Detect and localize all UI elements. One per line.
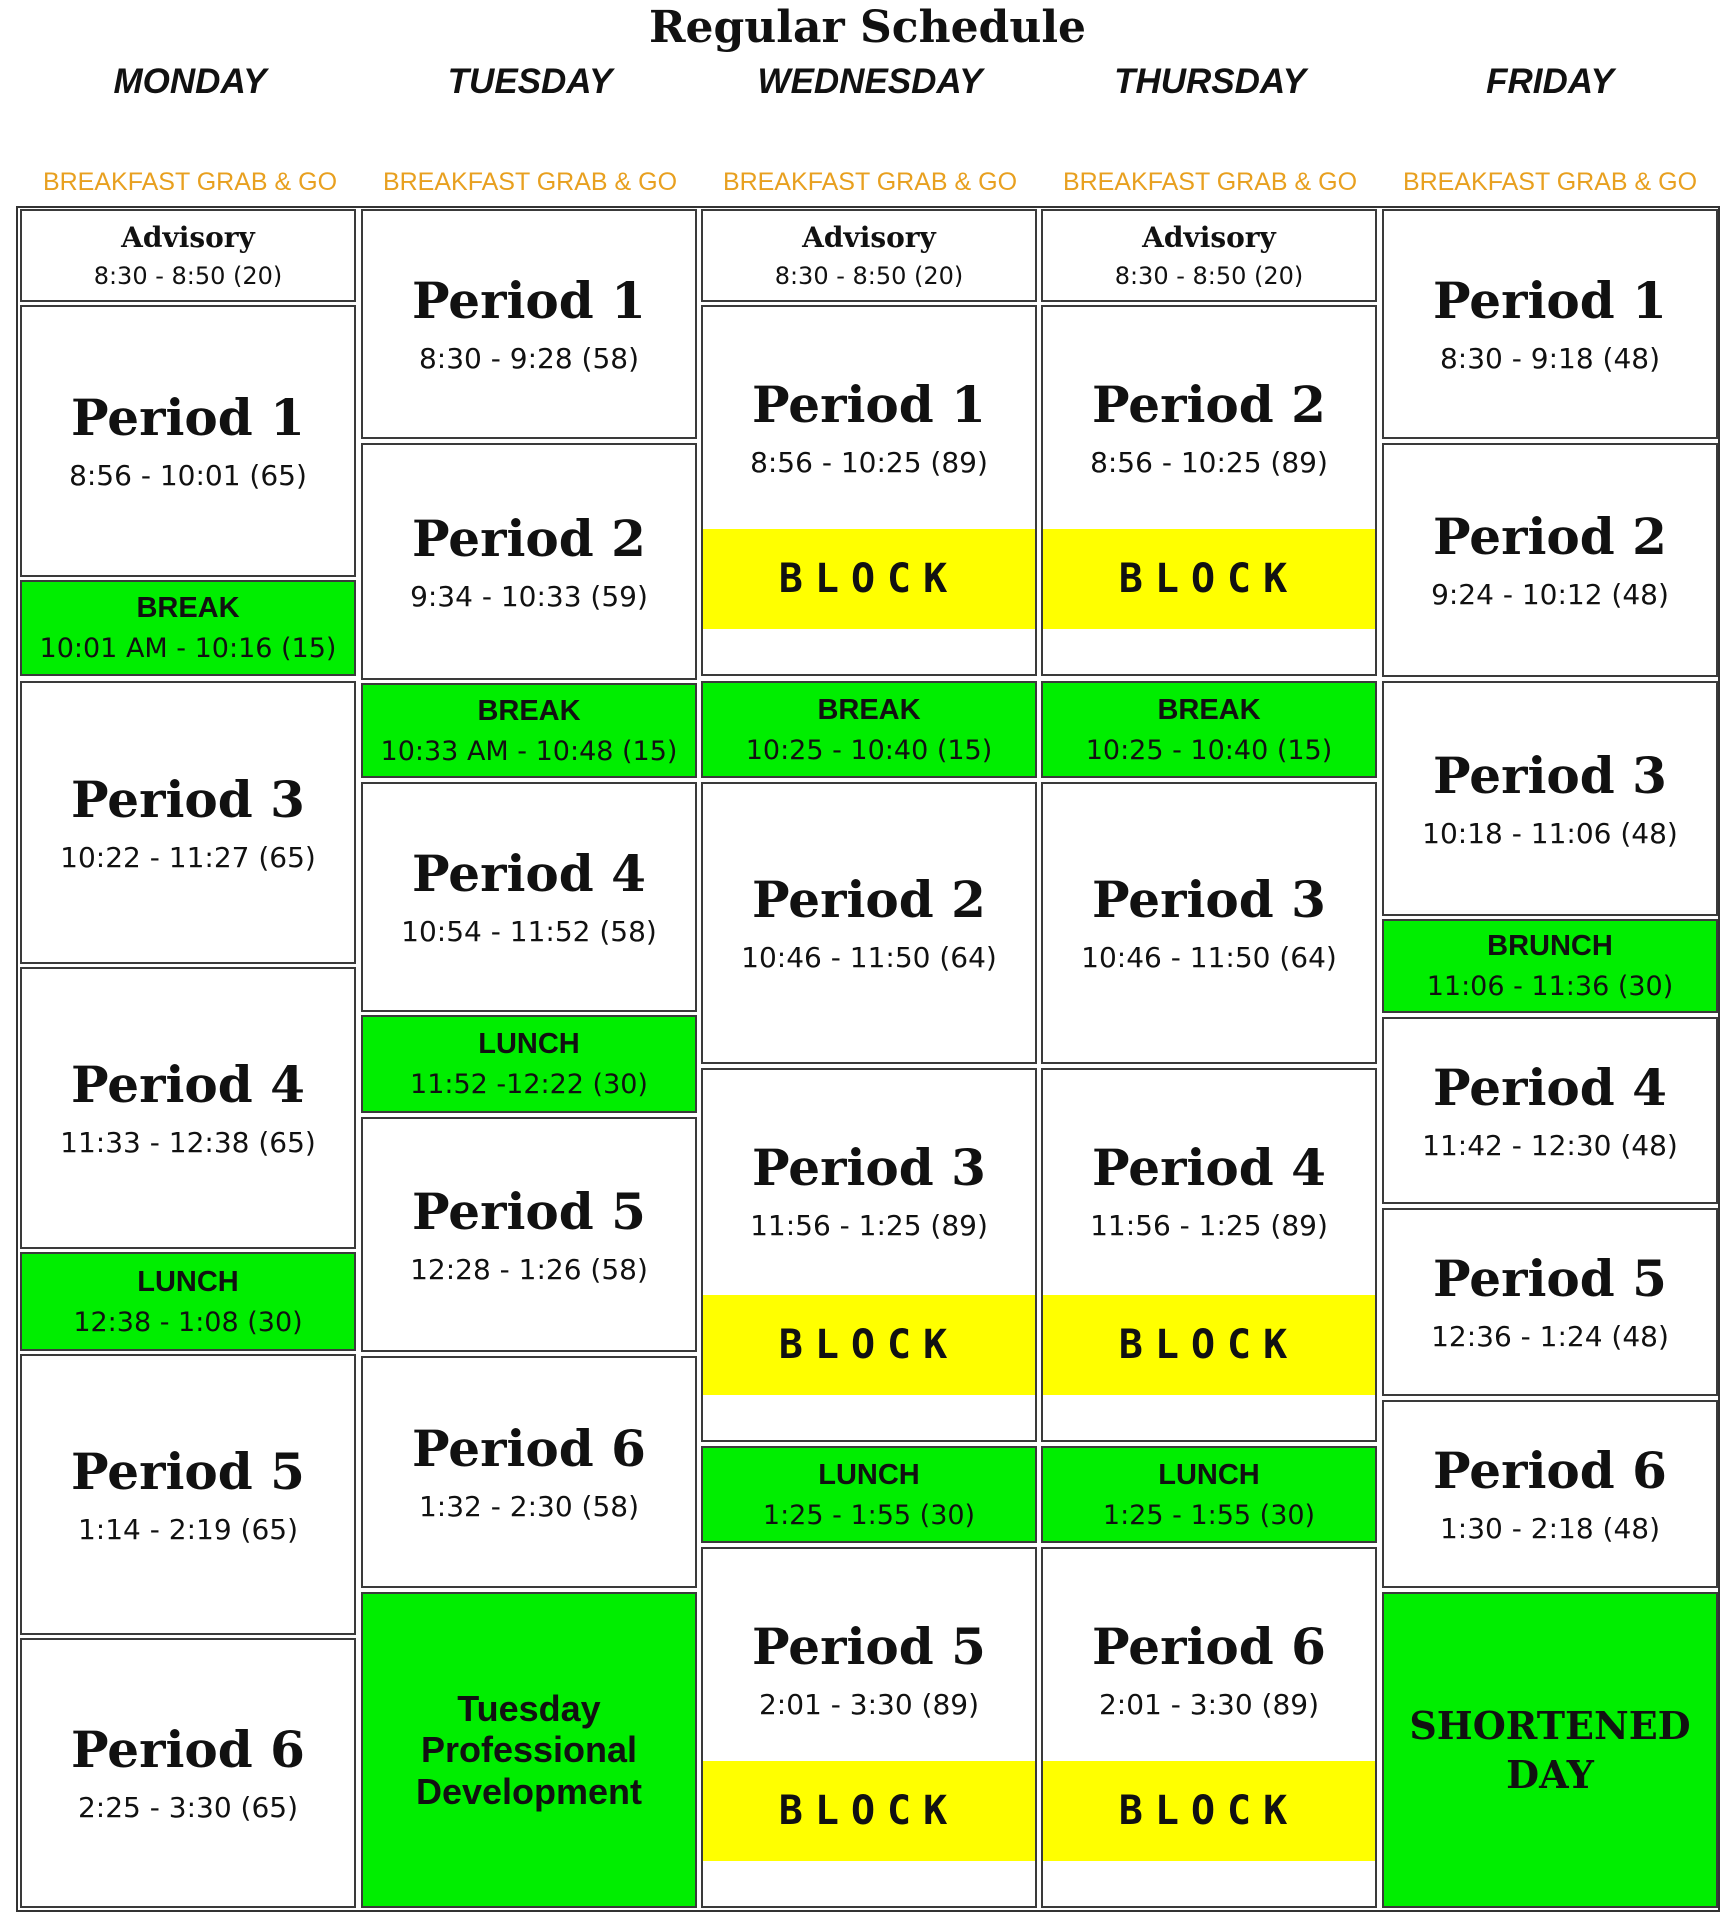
period-time: 10:46 - 11:50 (64) (1081, 941, 1337, 974)
shortened-day-cell (1382, 1592, 1718, 1908)
period-time: 12:36 - 1:24 (48) (1431, 1320, 1669, 1353)
period-title: Period 1 (412, 271, 646, 330)
period-cell-thursday (1041, 782, 1377, 1064)
block-period-cell-wednesday (701, 1068, 1037, 1442)
brunch-cell-friday (1382, 919, 1718, 1013)
break-cell-thursday (1041, 681, 1377, 778)
period-content (750, 1070, 988, 1242)
break-time: 11:52 -12:22 (30) (410, 1069, 648, 1100)
break-time: 10:25 - 10:40 (15) (1085, 734, 1333, 766)
period-title: Period 2 (752, 870, 986, 929)
block-band: BLOCK (703, 529, 1035, 629)
break-title: LUNCH (478, 1028, 580, 1060)
period-title: Period 4 (412, 844, 646, 903)
page-title: Regular Schedule (648, 2, 1087, 53)
period-cell-friday (1382, 1400, 1718, 1588)
period-time: 2:01 - 3:30 (89) (1098, 1688, 1320, 1721)
period-time: 8:56 - 10:01 (65) (69, 459, 307, 492)
period-time: 8:56 - 10:25 (89) (1090, 446, 1328, 479)
period-time: 12:28 - 1:26 (58) (410, 1252, 648, 1286)
period-cell-monday (20, 305, 356, 577)
lunch-cell-wednesday (701, 1446, 1037, 1543)
period-time: 1:30 - 2:18 (48) (1439, 1512, 1661, 1545)
breakfast-label-friday: BREAKFAST GRAB & GO (1402, 168, 1698, 196)
block-band: BLOCK (703, 1295, 1035, 1395)
period-title: Period 5 (1433, 1249, 1667, 1308)
period-time: 1:32 - 2:30 (58) (418, 1490, 640, 1523)
advisory-cell-wednesday (701, 209, 1037, 302)
advisory-title: Advisory (802, 221, 936, 254)
break-time: 10:01 AM - 10:16 (15) (39, 633, 337, 664)
period-cell-friday (1382, 209, 1718, 439)
block-period-cell-thursday (1041, 305, 1377, 676)
period-cell-tuesday (361, 209, 697, 439)
period-content (752, 1549, 986, 1721)
period-time: 8:30 - 9:18 (48) (1439, 342, 1661, 375)
day-header-monday: MONDAY (113, 62, 267, 101)
period-time: 10:46 - 11:50 (64) (741, 941, 997, 974)
period-cell-tuesday (361, 443, 697, 680)
day-header-friday: FRIDAY (1486, 62, 1614, 101)
advisory-title: Advisory (1142, 221, 1276, 254)
break-title: BRUNCH (1487, 930, 1613, 962)
period-content (1092, 1549, 1326, 1721)
period-time: 11:56 - 1:25 (89) (1090, 1209, 1328, 1242)
period-time: 9:34 - 10:33 (59) (410, 579, 648, 613)
block-period-cell-thursday (1041, 1068, 1377, 1442)
lunch-cell-monday (20, 1252, 356, 1351)
period-cell-tuesday (361, 1117, 697, 1352)
period-title: Period 5 (752, 1617, 986, 1676)
break-title: LUNCH (137, 1265, 239, 1298)
break-title: BREAK (136, 592, 240, 624)
period-cell-friday (1382, 1208, 1718, 1396)
period-cell-monday (20, 1638, 356, 1908)
block-band: BLOCK (1043, 529, 1375, 629)
period-cell-tuesday (361, 1356, 697, 1588)
break-time: 12:38 - 1:08 (30) (73, 1306, 303, 1338)
period-title: Period 3 (1433, 745, 1667, 805)
break-time: 1:25 - 1:55 (30) (1102, 1499, 1316, 1531)
period-title: Period 5 (412, 1181, 646, 1241)
breakfast-label-monday: BREAKFAST GRAB & GO (42, 168, 338, 196)
period-time: 11:56 - 1:25 (89) (750, 1209, 988, 1242)
period-time: 10:18 - 11:06 (48) (1422, 816, 1678, 850)
period-cell-tuesday (361, 782, 697, 1012)
period-time: 10:22 - 11:27 (65) (60, 840, 316, 874)
block-band: BLOCK (703, 1761, 1035, 1861)
breakfast-label-wednesday: BREAKFAST GRAB & GO (722, 168, 1018, 196)
period-time: 9:24 - 10:12 (48) (1431, 578, 1669, 611)
break-title: BREAK (1157, 693, 1261, 726)
period-content (1090, 1070, 1328, 1242)
block-band: BLOCK (1043, 1295, 1375, 1395)
period-cell-friday (1382, 681, 1718, 916)
period-time: 2:01 - 3:30 (89) (758, 1688, 980, 1721)
lunch-cell-tuesday (361, 1015, 697, 1113)
block-period-cell-wednesday (701, 305, 1037, 676)
period-title: Period 3 (1092, 870, 1326, 929)
break-title: LUNCH (1158, 1458, 1260, 1491)
period-time: 8:30 - 9:28 (58) (418, 342, 640, 375)
day-header-wednesday: WEDNESDAY (757, 62, 983, 101)
period-time: 10:54 - 11:52 (58) (401, 915, 657, 948)
day-header-tuesday: TUESDAY (447, 62, 613, 101)
break-time: 10:25 - 10:40 (15) (745, 734, 993, 766)
period-title: Period 3 (71, 769, 305, 829)
period-time: 1:14 - 2:19 (65) (77, 1512, 299, 1546)
period-title: Period 1 (752, 375, 986, 434)
period-cell-wednesday (701, 782, 1037, 1064)
break-cell-monday (20, 580, 356, 676)
period-title: Period 4 (71, 1055, 305, 1114)
period-title: Period 5 (71, 1441, 305, 1501)
break-cell-wednesday (701, 681, 1037, 778)
block-period-cell-wednesday (701, 1547, 1037, 1908)
advisory-cell-monday (20, 209, 356, 302)
period-title: Period 6 (1433, 1441, 1667, 1500)
period-title: Period 4 (1433, 1057, 1667, 1117)
period-content (750, 307, 988, 479)
period-title: Period 6 (71, 1720, 305, 1779)
period-content (1090, 307, 1328, 479)
period-title: Period 4 (1092, 1138, 1326, 1197)
period-time: 11:42 - 12:30 (48) (1422, 1128, 1678, 1162)
period-title: Period 2 (412, 508, 646, 568)
break-title: LUNCH (818, 1458, 920, 1491)
period-title: Period 2 (1092, 375, 1326, 434)
period-cell-friday (1382, 1017, 1718, 1204)
period-time: 8:56 - 10:25 (89) (750, 446, 988, 479)
break-cell-tuesday (361, 683, 697, 778)
block-period-cell-thursday (1041, 1547, 1377, 1908)
professional-development-cell (361, 1592, 697, 1908)
break-time: 10:33 AM - 10:48 (15) (380, 735, 678, 767)
day-header-thursday: THURSDAY (1114, 62, 1306, 101)
period-cell-monday (20, 967, 356, 1249)
break-time: 1:25 - 1:55 (30) (762, 1499, 976, 1531)
period-cell-monday (20, 1354, 356, 1635)
break-time: 11:06 - 11:36 (30) (1426, 971, 1674, 1002)
period-title: Period 1 (1433, 271, 1667, 330)
period-title: Period 1 (71, 388, 305, 447)
period-title: Period 3 (752, 1138, 986, 1197)
advisory-time: 8:30 - 8:50 (20) (774, 262, 964, 290)
lunch-cell-thursday (1041, 1446, 1377, 1543)
advisory-cell-thursday (1041, 209, 1377, 302)
period-time: 2:25 - 3:30 (65) (77, 1791, 299, 1824)
period-title: Period 2 (1433, 507, 1667, 566)
advisory-time: 8:30 - 8:50 (20) (1114, 262, 1304, 290)
break-title: BREAK (817, 693, 921, 726)
period-title: Period 6 (1092, 1617, 1326, 1676)
professional-development-text: Tuesday Professional Development (415, 1687, 643, 1812)
period-time: 11:33 - 12:38 (65) (60, 1126, 316, 1159)
shortened-day-text: SHORTENED DAY (1409, 1702, 1691, 1797)
period-title: Period 6 (412, 1419, 646, 1478)
breakfast-label-thursday: BREAKFAST GRAB & GO (1062, 168, 1358, 196)
breakfast-label-tuesday: BREAKFAST GRAB & GO (382, 168, 678, 196)
block-band: BLOCK (1043, 1761, 1375, 1861)
break-title: BREAK (477, 694, 581, 727)
period-cell-friday (1382, 443, 1718, 677)
advisory-time: 8:30 - 8:50 (20) (93, 262, 283, 290)
period-cell-monday (20, 681, 356, 964)
advisory-title: Advisory (121, 221, 255, 254)
